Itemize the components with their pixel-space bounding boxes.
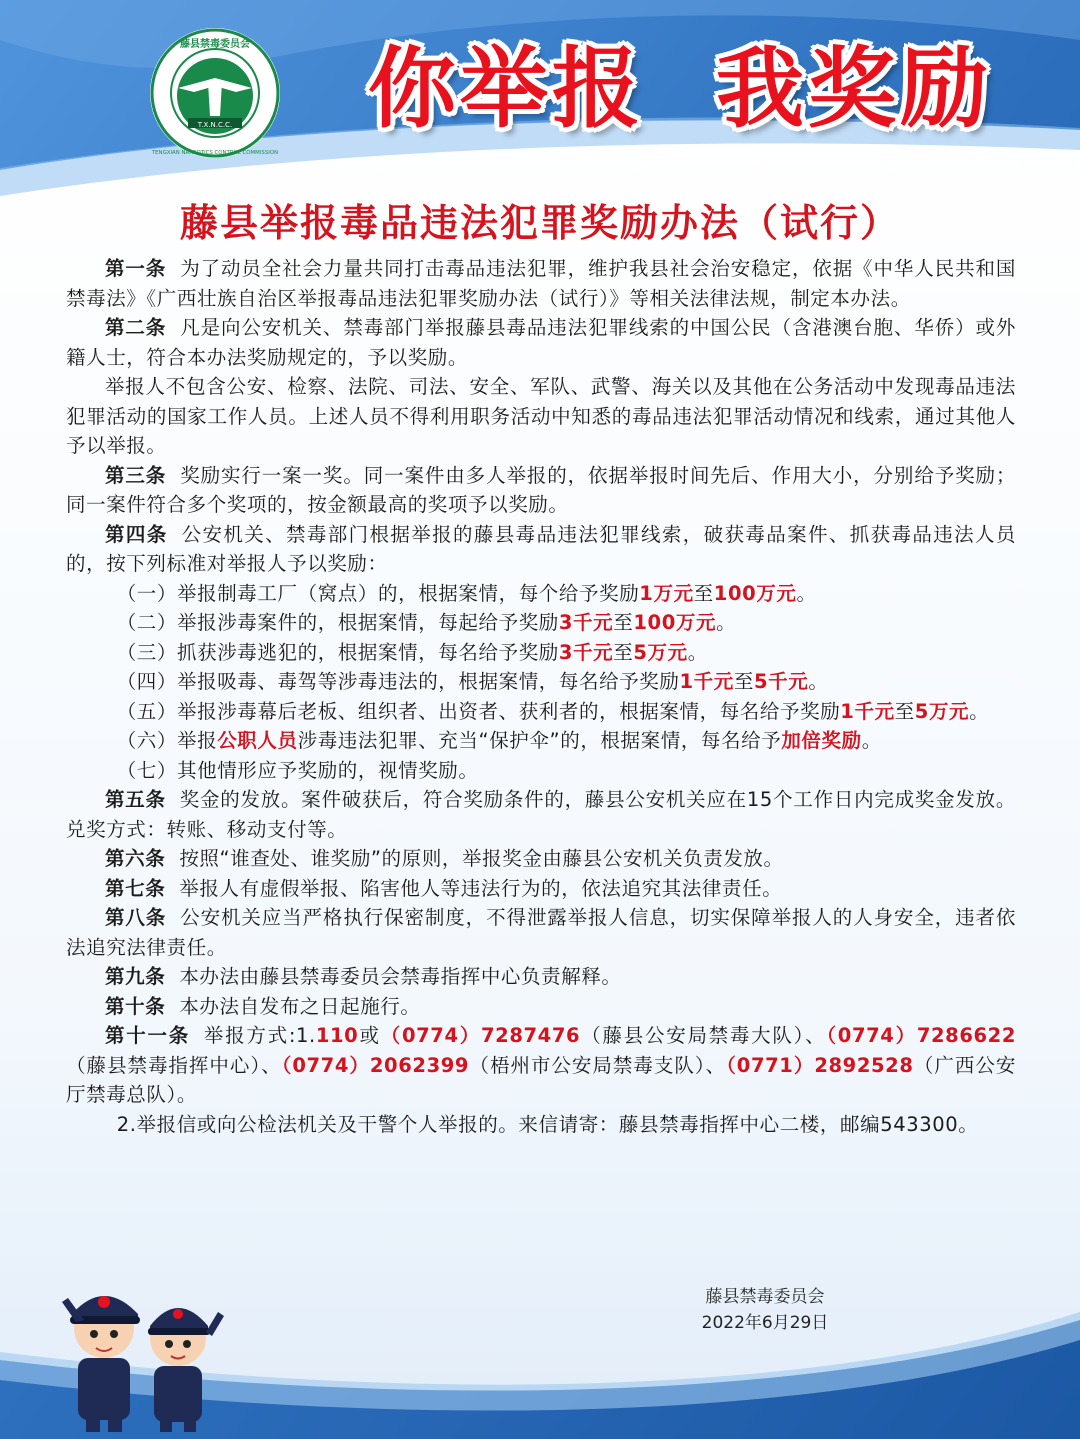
item-prefix: （六）举报 [116,729,218,752]
phone-owner: （梧州市公安局禁毒支队）、 [469,1053,727,1077]
article-1 [66,254,1016,313]
reward-item-7: （七）其他情形应予奖励的，视情奖励。 [116,758,479,782]
item-to: 至 [693,581,714,605]
article-text: 按照“谁查处、谁奖励”的原则，举报奖金由藤县公安机关负责发放。 [179,847,784,870]
headline [330,22,1030,142]
article-10 [66,992,1016,1022]
article-8 [66,903,1016,962]
reward-item-1 [66,579,1016,609]
item-end: 。 [861,729,882,752]
article-label: 第六条 [105,847,166,870]
article-label: 第十条 [105,994,166,1018]
phone-number: （0774）7286622 [826,1024,1017,1047]
reward-min: 1千元 [840,699,895,723]
item-to: 至 [613,640,634,664]
item-text: （二）举报涉毒案件的，根据案情，每起给予奖励 [116,611,559,634]
article-11 [66,1021,1016,1110]
reward-min: 1千元 [679,670,734,693]
police-officers-illustration [58,1262,228,1434]
item-end: 。 [716,611,737,634]
reward-min: 3千元 [558,611,614,634]
signature-org: 藤县禁毒委员会 [705,1287,825,1307]
item-end: 。 [687,640,708,664]
phone-number: （0774）7287476 [380,1024,581,1047]
reward-min: 1万元 [639,581,694,605]
article-text: 举报人有虚假举报、陷害他人等违法行为的，依法追究其法律责任。 [179,876,783,900]
reward-max: 5万元 [633,640,688,664]
article-text: 凡是向公安机关、禁毒部门举报藤县毒品违法犯罪线索的中国公民（含港澳台胞、华侨）或外籍人士，符合本办法奖励规定的，予以奖励。 [66,316,1016,369]
item-to: 至 [894,699,915,723]
article-2-paragraph-2: 举报人不包含公安、检察、法院、司法、安全、军队、武警、海关以及其他在公务活动中发现毒品违法犯罪活动的国家工作人员。上述人员不得利用职务活动中知悉的毒品违法犯罪活动情况和线索，通过其他人予以举报。 [66,375,1016,457]
article-label: 第三条 [105,463,167,487]
article-text: 为了动员全社会力量共同打击毒品违法犯罪，维护我县社会治安稳定，依据《中华人民共和国禁毒法》《广西壮族自治区举报毒品违法犯罪奖励办法（试行）》等相关法律法规，制定本办法。 [66,257,1016,310]
article-5 [66,785,1016,844]
phone-number: （0771）2892528 [726,1053,914,1077]
document-body [66,254,1016,1139]
item-to: 至 [733,670,754,693]
reward-max: 100万元 [633,611,717,634]
item-end: 。 [969,699,990,723]
reward-item-2 [66,608,1016,638]
reward-item-3 [66,638,1016,668]
article-text: 本办法由藤县禁毒委员会禁毒指挥中心负责解释。 [179,965,622,988]
article-9 [66,962,1016,992]
article-text: 公安机关应当严格执行保密制度，不得泄露举报人信息，切实保障举报人的人身安全，违者依法追究法律责任。 [66,906,1016,959]
headline-right: 我奖励 [716,37,993,140]
logo-top-text: 藤县禁毒委员会 [180,39,250,50]
reward-max: 5千元 [753,670,809,693]
article-label: 第十一条 [105,1024,190,1047]
item-to: 至 [613,611,634,634]
highlight-public-official: 公职人员 [217,729,298,752]
reward-max: 100万元 [713,581,797,605]
signature-date: 2022年6月29日 [701,1313,829,1333]
article-text: 奖金的发放。案件破获后，符合奖励条件的，藤县公安机关应在15个工作日内完成奖金发放。兑奖方式：转账、移动支付等。 [66,788,1016,841]
article-3 [66,461,1016,520]
article-label: 第七条 [105,876,166,900]
article-label: 第二条 [105,316,167,339]
reward-item-5 [66,697,1016,727]
reward-item-4 [66,667,1016,697]
article-6 [66,844,1016,874]
article-4 [66,520,1016,579]
article-text: 本办法自发布之日起施行。 [179,994,421,1018]
reward-max: 5万元 [914,699,970,723]
signature-block [640,1284,890,1336]
or-text: 或 [358,1024,381,1047]
article-7 [66,874,1016,904]
item-text: 涉毒违法犯罪、充当“保护伞”的，根据案情，每名给予 [297,729,782,752]
item-end: 。 [808,670,829,693]
article-label: 第八条 [105,906,167,929]
phone-owner: （藤县公安局禁毒大队）、 [580,1024,827,1047]
article-label: 第一条 [105,257,167,280]
phone-owner: （藤县禁毒指挥中心）、 [66,1053,282,1077]
item-text: （四）举报吸毒、毒驾等涉毒违法的，根据案情，每名给予奖励 [116,670,680,693]
item-end: 。 [796,581,817,605]
tengxian-ncc-logo [148,26,282,160]
item-text: （一）举报制毒工厂（窝点）的，根据案情，每个给予奖励 [116,581,640,605]
article-label: 第九条 [105,965,166,988]
article-label: 第五条 [105,788,166,811]
phone-110: 110 [315,1024,359,1047]
reward-min: 3千元 [558,640,614,664]
reward-item-6 [66,726,1016,756]
item-text: （三）抓获涉毒逃犯的，根据案情，每名给予奖励 [116,640,559,664]
document-title: 藤县举报毒品违法犯罪奖励办法（试行） [179,200,900,245]
item-text: （五）举报涉毒幕后老板、组织者、出资者、获利者的，根据案情，每名给予奖励 [116,699,841,723]
article-2 [66,313,1016,372]
logo-abbr: T.X.N.C.C. [197,121,233,129]
article-label: 第四条 [105,522,168,546]
highlight-double-reward: 加倍奖励 [781,729,862,752]
headline-left: 你举报 [367,37,644,140]
article-text: 奖励实行一案一奖。同一案件由多人举报的，依据举报时间先后、作用大小，分别给予奖励；同一案件符合多个奖项的，按金额最高的奖项予以奖励。 [66,463,1016,516]
logo-ring-text: TENGXIAN NARCOTICS CONTROL COMMISSION [151,150,279,156]
phone-owner: （广西公安厅禁毒总队）。 [66,1053,1016,1106]
article-11-mail: 2.举报信或向公检法机关及干警个人举报的。来信请寄：藤县禁毒指挥中心二楼，邮编543300。 [116,1112,979,1136]
report-methods-intro: 举报方式:1. [203,1024,316,1047]
article-text: 公安机关、禁毒部门根据举报的藤县毒品违法犯罪线索，破获毒品案件、抓获毒品违法人员的，按下列标准对举报人予以奖励： [66,522,1016,575]
phone-number: （0774）2062399 [281,1053,470,1077]
